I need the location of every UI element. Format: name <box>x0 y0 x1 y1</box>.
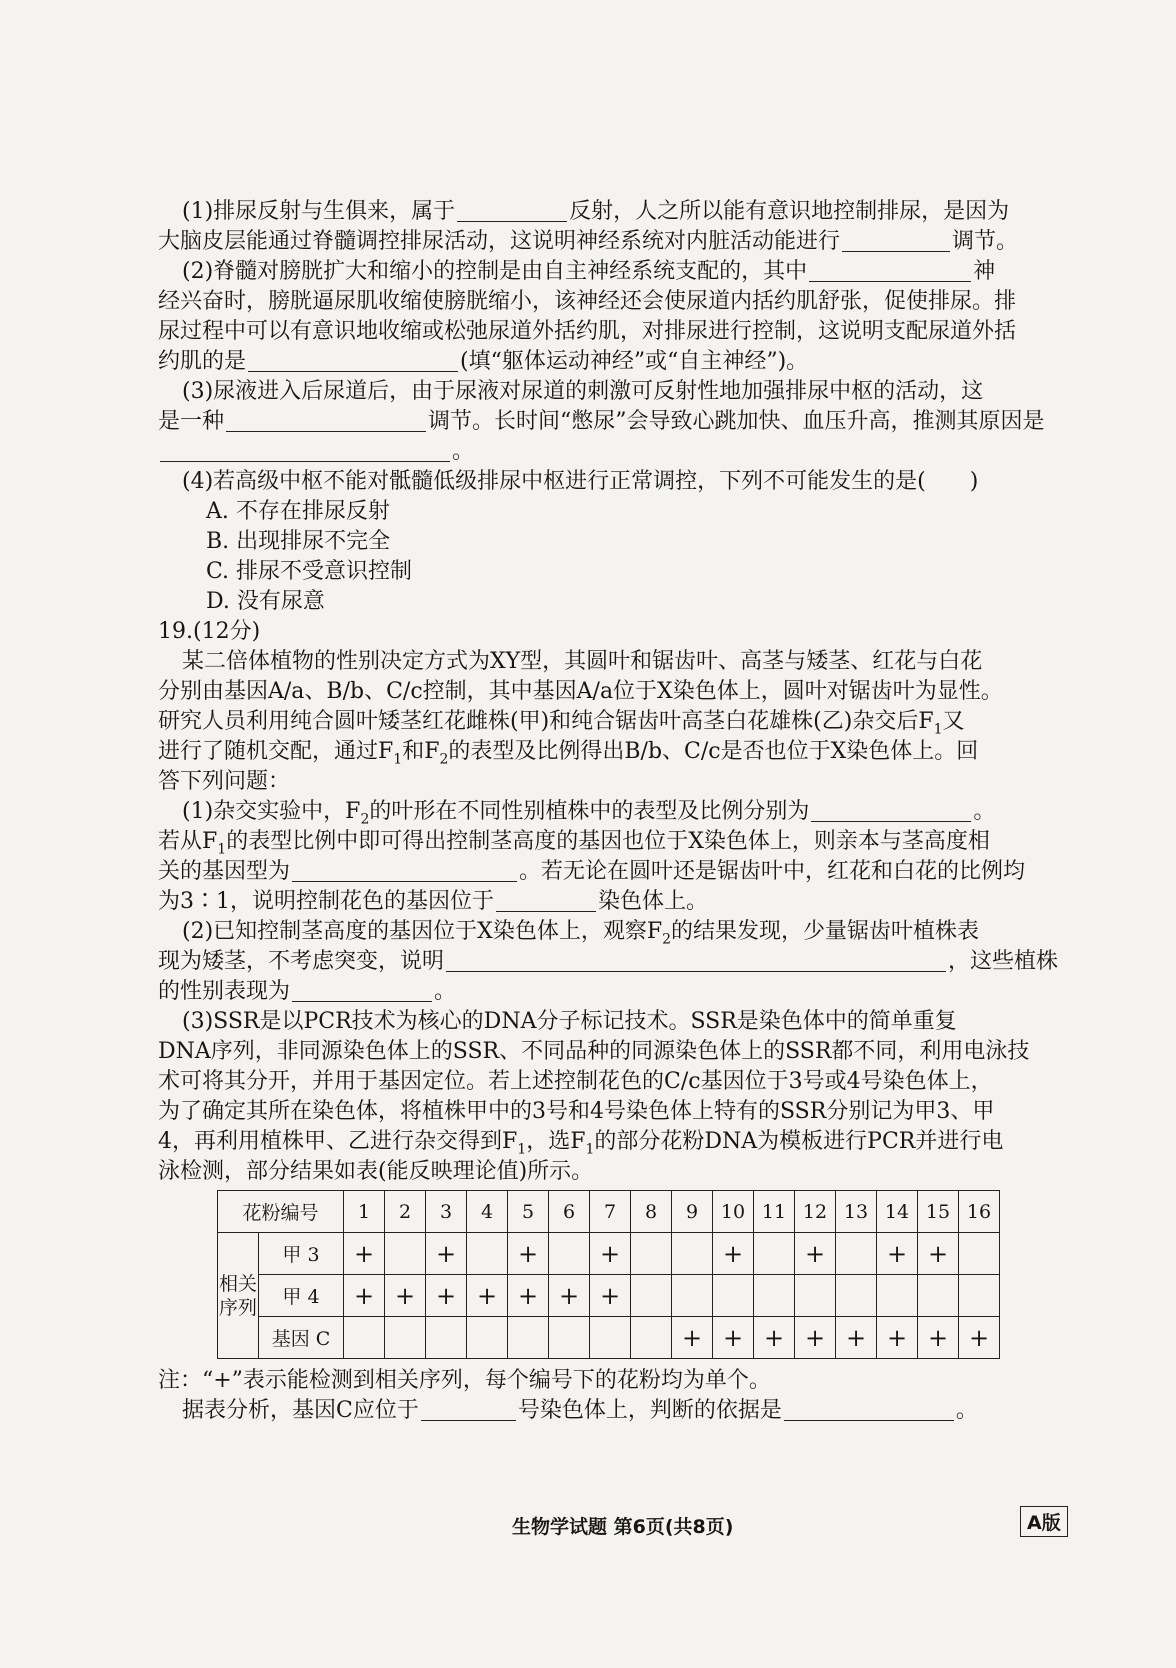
table-cell <box>754 1275 795 1317</box>
answer-blank[interactable] <box>248 349 458 372</box>
q18-part3-line2: 是一种 调节。长时间“憋尿”会导致心跳加快、血压升高，推测其原因是 <box>158 409 1045 434</box>
option-a[interactable]: A. 不存在排尿反射 <box>206 499 390 524</box>
table-cell <box>959 1233 1000 1275</box>
answer-blank[interactable] <box>842 229 950 252</box>
q19-intro-line3: 研究人员利用纯合圆叶矮茎红花雌株(甲)和纯合锯齿叶高茎白花雄株(乙)杂交后$F_1$又 <box>158 709 965 738</box>
q18-part2-line4: 约肌的是 (填“躯体运动神经”或“自主神经”)。 <box>158 349 809 374</box>
table-cell: + <box>918 1317 959 1359</box>
table-cell <box>590 1317 631 1359</box>
q19-part3-line2: DNA序列，非同源染色体上的SSR、不同品种的同源染色体上的SSR都不同，利用电泳技 <box>158 1039 1030 1064</box>
q19-intro-line1: 某二倍体植物的性别决定方式为XY型，其圆叶和锯齿叶、高茎与矮茎、红花与白花 <box>182 649 983 674</box>
answer-blank[interactable] <box>784 1398 954 1421</box>
q18-part4: (4)若高级中枢不能对骶髓低级排尿中枢进行正常调控，下列不可能发生的是( ) <box>182 469 979 494</box>
table-cell <box>713 1275 754 1317</box>
row-label: 甲 4 <box>259 1275 344 1317</box>
pollen-number: 4 <box>467 1191 508 1233</box>
answer-blank[interactable] <box>809 259 971 282</box>
table-cell: + <box>959 1317 1000 1359</box>
table-cell <box>959 1275 1000 1317</box>
table-cell <box>549 1233 590 1275</box>
pollen-number: 3 <box>426 1191 467 1233</box>
q19-intro-line4: 进行了随机交配，通过$F_1$和$F_2$的表型及比例得出B/b、C/c是否也位于X染色体上。回 <box>158 739 979 768</box>
table-cell: + <box>754 1317 795 1359</box>
table-cell <box>467 1317 508 1359</box>
pollen-ssr-table <box>217 1190 1000 1359</box>
pollen-number: 2 <box>385 1191 426 1233</box>
page-footer: 生物学试题 第6页(共8页) <box>512 1516 734 1538</box>
table-cell <box>672 1275 713 1317</box>
table-cell <box>631 1233 672 1275</box>
pollen-number: 16 <box>959 1191 1000 1233</box>
table-cell: + <box>590 1233 631 1275</box>
version-badge: A版 <box>1020 1506 1068 1537</box>
q18-part3-line3: 。 <box>158 437 1068 467</box>
pollen-number: 7 <box>590 1191 631 1233</box>
q19-part2-line1: (2)已知控制茎高度的基因位于X染色体上，观察$F_2$的结果发现，少量锯齿叶植株表 <box>182 919 980 948</box>
answer-blank[interactable] <box>811 799 971 822</box>
table-cell <box>549 1317 590 1359</box>
pollen-number: 11 <box>754 1191 795 1233</box>
pollen-number: 13 <box>836 1191 877 1233</box>
q19-part3-line1: (3)SSR是以PCR技术为核心的DNA分子标记技术。SSR是染色体中的简单重复 <box>182 1009 957 1034</box>
q19-intro-line2: 分别由基因A/a、B/b、C/c控制，其中基因A/a位于X染色体上，圆叶对锯齿叶为显性。 <box>158 679 1003 704</box>
table-row <box>218 1275 1000 1317</box>
pollen-number: 14 <box>877 1191 918 1233</box>
q19-part1-line1: (1)杂交实验中，$F_2$的叶形在不同性别植株中的表型及比例分别为 。 <box>182 799 996 828</box>
answer-blank[interactable] <box>160 439 450 462</box>
table-header-label: 花粉编号 <box>218 1191 344 1233</box>
q19-part2-line2: 现为矮茎，不考虑突变，说明 ，这些植株 <box>158 949 1059 974</box>
table-cell <box>795 1275 836 1317</box>
q18-part2-line1: (2)脊髓对膀胱扩大和缩小的控制是由自主神经系统支配的，其中 神 <box>182 259 996 284</box>
q19-intro-line5: 答下列问题： <box>158 769 291 794</box>
q19-heading: 19.(12分) <box>158 619 261 644</box>
table-row <box>218 1233 1000 1275</box>
table-cell: + <box>918 1233 959 1275</box>
pollen-number: 15 <box>918 1191 959 1233</box>
q19-part3-line5: 4，再利用植株甲、乙进行杂交得到$F_1$，选$F_1$的部分花粉DNA为模板进行PCR并进行电 <box>158 1129 1004 1158</box>
table-cell <box>836 1233 877 1275</box>
table-cell: + <box>467 1275 508 1317</box>
table-header-row <box>218 1191 1000 1233</box>
table-cell: + <box>549 1275 590 1317</box>
table-cell <box>672 1233 713 1275</box>
q19-part3-line4: 为了确定其所在染色体，将植株甲中的3号和4号染色体上特有的SSR分别记为甲3、甲 <box>158 1099 995 1124</box>
q18-part3-line1: (3)尿液进入后尿道后，由于尿液对尿道的刺激可反射性地加强排尿中枢的活动，这 <box>182 379 984 404</box>
table-cell: + <box>672 1317 713 1359</box>
table-cell: + <box>877 1317 918 1359</box>
table-cell: + <box>795 1317 836 1359</box>
answer-blank[interactable] <box>457 199 567 222</box>
table-cell <box>385 1233 426 1275</box>
table-row <box>218 1317 1000 1359</box>
table-cell: + <box>795 1233 836 1275</box>
q19-final-question: 据表分析，基因C应位于 号染色体上，判断的依据是 。 <box>182 1398 978 1423</box>
pollen-number: 6 <box>549 1191 590 1233</box>
table-cell <box>385 1317 426 1359</box>
answer-blank[interactable] <box>496 889 596 912</box>
table-cell <box>344 1317 385 1359</box>
q19-part3-line3: 术可将其分开，并用于基因定位。若上述控制花色的C/c基因位于3号或4号染色体上， <box>158 1069 993 1094</box>
pollen-number: 12 <box>795 1191 836 1233</box>
option-b[interactable]: B. 出现排尿不完全 <box>206 529 391 554</box>
q19-part1-line2: 若从$F_1$的表型比例中即可得出控制茎高度的基因也位于X染色体上，则亲本与茎高度相 <box>158 829 990 858</box>
q19-part1-line3: 关的基因型为 。若无论在圆叶还是锯齿叶中，红花和白花的比例均 <box>158 859 1026 884</box>
row-label: 甲 3 <box>259 1233 344 1275</box>
option-c[interactable]: C. 排尿不受意识控制 <box>206 559 413 584</box>
answer-blank[interactable] <box>421 1398 516 1421</box>
table-cell: + <box>385 1275 426 1317</box>
table-cell: + <box>344 1275 385 1317</box>
table-cell: + <box>713 1317 754 1359</box>
table-cell: + <box>836 1317 877 1359</box>
q18-part2-line2: 经兴奋时，膀胱逼尿肌收缩使膀胱缩小，该神经还会使尿道内括约肌舒张，促使排尿。排 <box>158 289 1017 314</box>
pollen-number: 8 <box>631 1191 672 1233</box>
answer-blank[interactable] <box>446 949 946 972</box>
q18-part1-line1: (1)排尿反射与生俱来，属于 反射，人之所以能有意识地控制排尿，是因为 <box>182 199 1010 224</box>
answer-blank[interactable] <box>292 859 517 882</box>
answer-blank[interactable] <box>226 409 426 432</box>
q19-part2-line3: 的性别表现为 。 <box>158 979 457 1004</box>
q18-part1-line2: 大脑皮层能通过脊髓调控排尿活动，这说明神经系统对内脏活动能进行 调节。 <box>158 229 1019 254</box>
table-cell <box>918 1275 959 1317</box>
table-cell: + <box>344 1233 385 1275</box>
table-cell: + <box>590 1275 631 1317</box>
table-cell: + <box>508 1233 549 1275</box>
table-cell <box>426 1317 467 1359</box>
q19-part1-line4: 为3∶1，说明控制花色的基因位于 染色体上。 <box>158 889 709 914</box>
q19-part3-line6: 泳检测，部分结果如表(能反映理论值)所示。 <box>158 1159 594 1184</box>
table-cell <box>754 1233 795 1275</box>
table-cell: + <box>713 1233 754 1275</box>
table-cell: + <box>426 1275 467 1317</box>
table-cell <box>631 1275 672 1317</box>
table-cell <box>877 1275 918 1317</box>
pollen-number: 9 <box>672 1191 713 1233</box>
answer-blank[interactable] <box>292 979 432 1002</box>
table-note: 注：“+”表示能检测到相关序列，每个编号下的花粉均为单个。 <box>158 1368 771 1393</box>
table-cell <box>631 1317 672 1359</box>
row-group-label: 相关 序列 <box>218 1233 259 1359</box>
pollen-number: 5 <box>508 1191 549 1233</box>
option-d[interactable]: D. 没有尿意 <box>206 589 325 614</box>
pollen-number: 1 <box>344 1191 385 1233</box>
table-cell: + <box>426 1233 467 1275</box>
pollen-number: 10 <box>713 1191 754 1233</box>
row-label: 基因 C <box>259 1317 344 1359</box>
table-cell <box>836 1275 877 1317</box>
table-cell <box>508 1317 549 1359</box>
q18-part2-line3: 尿过程中可以有意识地收缩或松弛尿道外括约肌，对排尿进行控制，这说明支配尿道外括 <box>158 319 1017 344</box>
table-cell: + <box>877 1233 918 1275</box>
table-cell <box>467 1233 508 1275</box>
table-cell: + <box>508 1275 549 1317</box>
